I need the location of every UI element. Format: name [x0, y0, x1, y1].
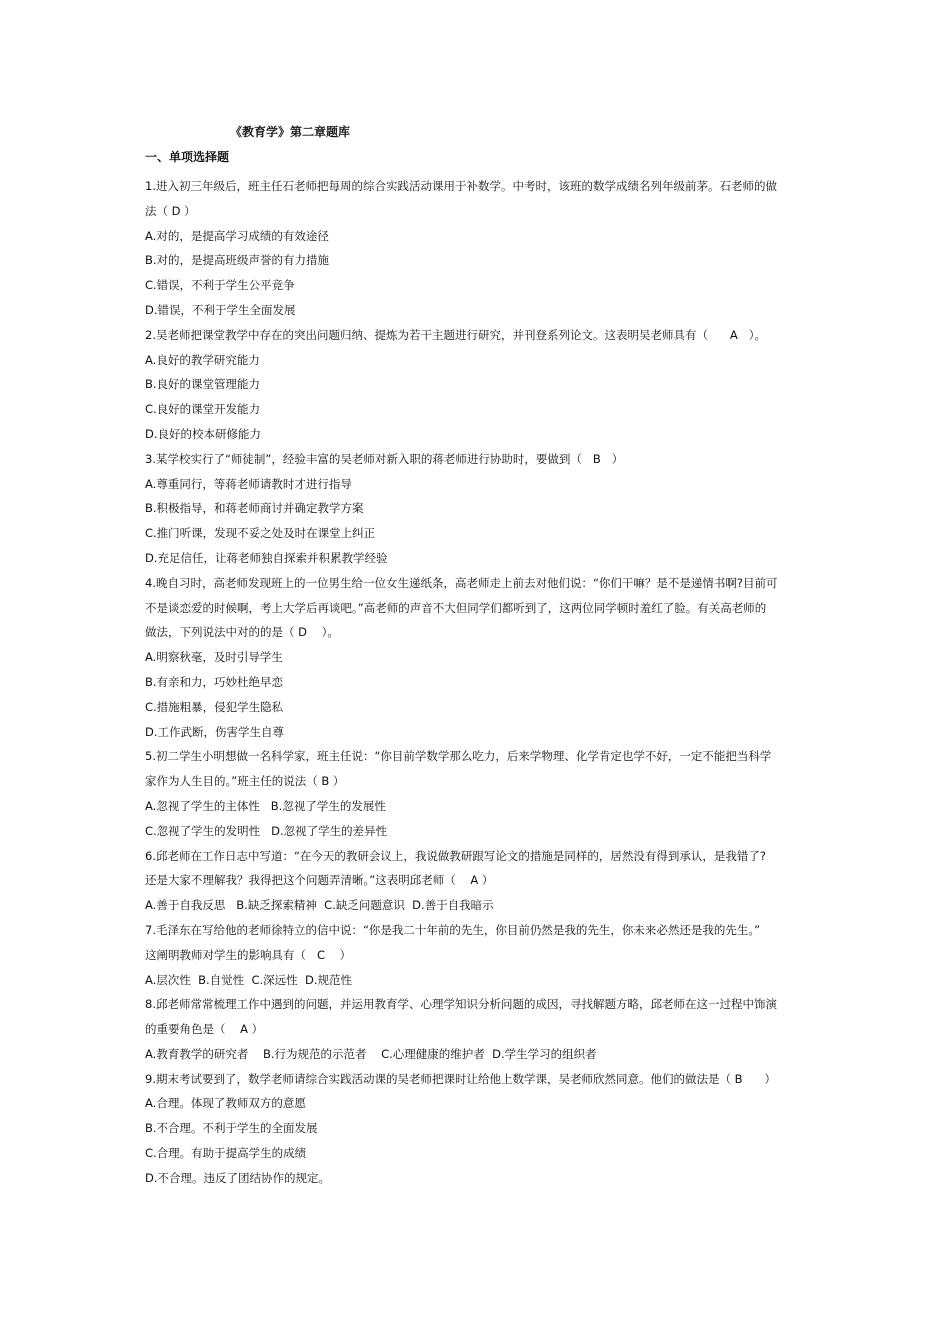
question-stem-line: 1.进入初三年级后，班主任石老师把每周的综合实践活动课用于补数学。中考时，该班的数学成绩名列年级前茅。石老师的做 [145, 179, 777, 193]
question-block [145, 1067, 815, 1191]
question-block [145, 323, 815, 447]
answer-option: A.层次性 B.自觉性 C.深远性 D.规范性 [145, 972, 352, 987]
document-page [145, 124, 815, 1191]
answer-option: C.错误，不利于学生公平竞争 [145, 278, 295, 293]
answer-option: C.推门听课，发现不妥之处及时在课堂上纠正 [145, 526, 376, 541]
answer-option: A.对的，是提高学习成绩的有效途径 [145, 228, 329, 243]
answer-option: D.工作武断，伤害学生自尊 [145, 724, 285, 739]
question-stem-line: 9.期末考试要到了，数学老师请综合实践活动课的吴老师把课时让给他上数学课，吴老师欣然同意。他们的做法是（ B ） [145, 1071, 776, 1086]
document-title: 《教育学》第二章题库 [230, 125, 351, 139]
question-block [145, 992, 815, 1066]
question-block [145, 571, 815, 745]
answer-option: C.良好的课堂开发能力 [145, 402, 261, 417]
question-stem-line: 做法，下列说法中对的的是（ D ）。 [145, 625, 339, 640]
question-block [145, 174, 815, 323]
section-heading: 一、单项选择题 [145, 150, 230, 164]
question-stem-line: 法（ D ） [145, 203, 196, 218]
question-block [145, 447, 815, 571]
answer-option: D.不合理。违反了团结协作的规定。 [145, 1170, 331, 1185]
answer-option: A.良好的教学研究能力 [145, 352, 260, 367]
answer-option: A.尊重同行，等蒋老师请教时才进行指导 [145, 476, 352, 491]
answer-option: B.良好的课堂管理能力 [145, 377, 261, 392]
question-stem-line: 2.吴老师把课堂教学中存在的突出问题归纳、提炼为若干主题进行研究，并刊登系列论文。这表明吴老师具有（ A ）。 [145, 327, 766, 342]
answer-option: C.合理。有助于提高学生的成绩 [145, 1146, 307, 1161]
answer-option: A.善于自我反思 B.缺乏探索精神 C.缺乏问题意识 D.善于自我暗示 [145, 898, 494, 913]
question-stem-line: 7.毛泽东在写给他的老师徐特立的信中说：“你是我二十年前的先生，你目前仍然是我的先生，你未来必然还是我的先生。” [145, 922, 761, 937]
question-stem-line: 这阐明教师对学生的影响具有（ C ） [145, 947, 352, 962]
answer-option: A.教育教学的研究者 B.行为规范的示范者 C.心理健康的维护者 D.学生学习的组织者 [145, 1046, 597, 1061]
question-list [145, 174, 815, 1191]
question-stem-line: 4.晚自习时，高老师发现班上的一位男生给一位女生递纸条，高老师走上前去对他们说：“你们干嘛？是不是递情书啊?目前可 [145, 575, 778, 590]
question-stem-line: 的重要角色是（ A ） [145, 1022, 264, 1037]
question-stem-line: 3.某学校实行了“师徒制”，经验丰富的吴老师对新入职的蒋老师进行协助时，要做到（ B ） [145, 451, 624, 466]
question-stem-line: 6.邱老师在工作日志中写道：“在今天的教研会议上，我说做教研跟写论文的措施是同样的，居然没有得到承认，是我错了? [145, 848, 767, 863]
answer-option: B.对的，是提高班级声誉的有力措施 [145, 253, 330, 268]
answer-option: B.不合理。不利于学生的全面发展 [145, 1121, 318, 1136]
question-block [145, 844, 815, 918]
answer-option: A.明察秋毫，及时引导学生 [145, 650, 283, 665]
answer-option: C.措施粗暴，侵犯学生隐私 [145, 699, 284, 714]
answer-option: C.忽视了学生的发明性 D.忽视了学生的差异性 [145, 823, 388, 838]
question-stem-line: 还是大家不理解我？我得把这个问题弄清晰。”这表明邱老师（ A ） [145, 873, 494, 888]
answer-option: D.良好的校本研修能力 [145, 426, 262, 441]
question-block [145, 744, 815, 843]
question-stem-line: 家作为人生目的。”班主任的说法（ B ） [145, 774, 345, 789]
answer-option: D.充足信任，让蒋老师独自探索并积累教学经验 [145, 550, 388, 565]
answer-option: A.忽视了学生的主体性 B.忽视了学生的发展性 [145, 798, 386, 813]
question-stem-line: 不是谈恋爱的时候啊，考上大学后再谈吧。”高老师的声音不大但同学们都听到了，这两位同学顿时羞红了脸。有关高老师的 [145, 600, 767, 615]
answer-option: B.积极指导，和蒋老师商讨并确定教学方案 [145, 501, 364, 516]
answer-option: A.合理。体现了教师双方的意愿 [145, 1096, 306, 1111]
question-stem-line: 5.初二学生小明想做一名科学家，班主任说：“你目前学数学那么吃力，后来学物理、化学肯定也学不好，一定不能把当科学 [145, 749, 772, 764]
answer-option: D.错误，不利于学生全面发展 [145, 302, 296, 317]
answer-option: B.有亲和力，巧妙杜绝早恋 [145, 674, 284, 689]
question-block [145, 918, 815, 992]
question-stem-line: 8.邱老师常常梳理工作中遇到的问题，并运用教育学、心理学知识分析问题的成因，寻找解题方略，邱老师在这一过程中饰演 [145, 997, 777, 1012]
